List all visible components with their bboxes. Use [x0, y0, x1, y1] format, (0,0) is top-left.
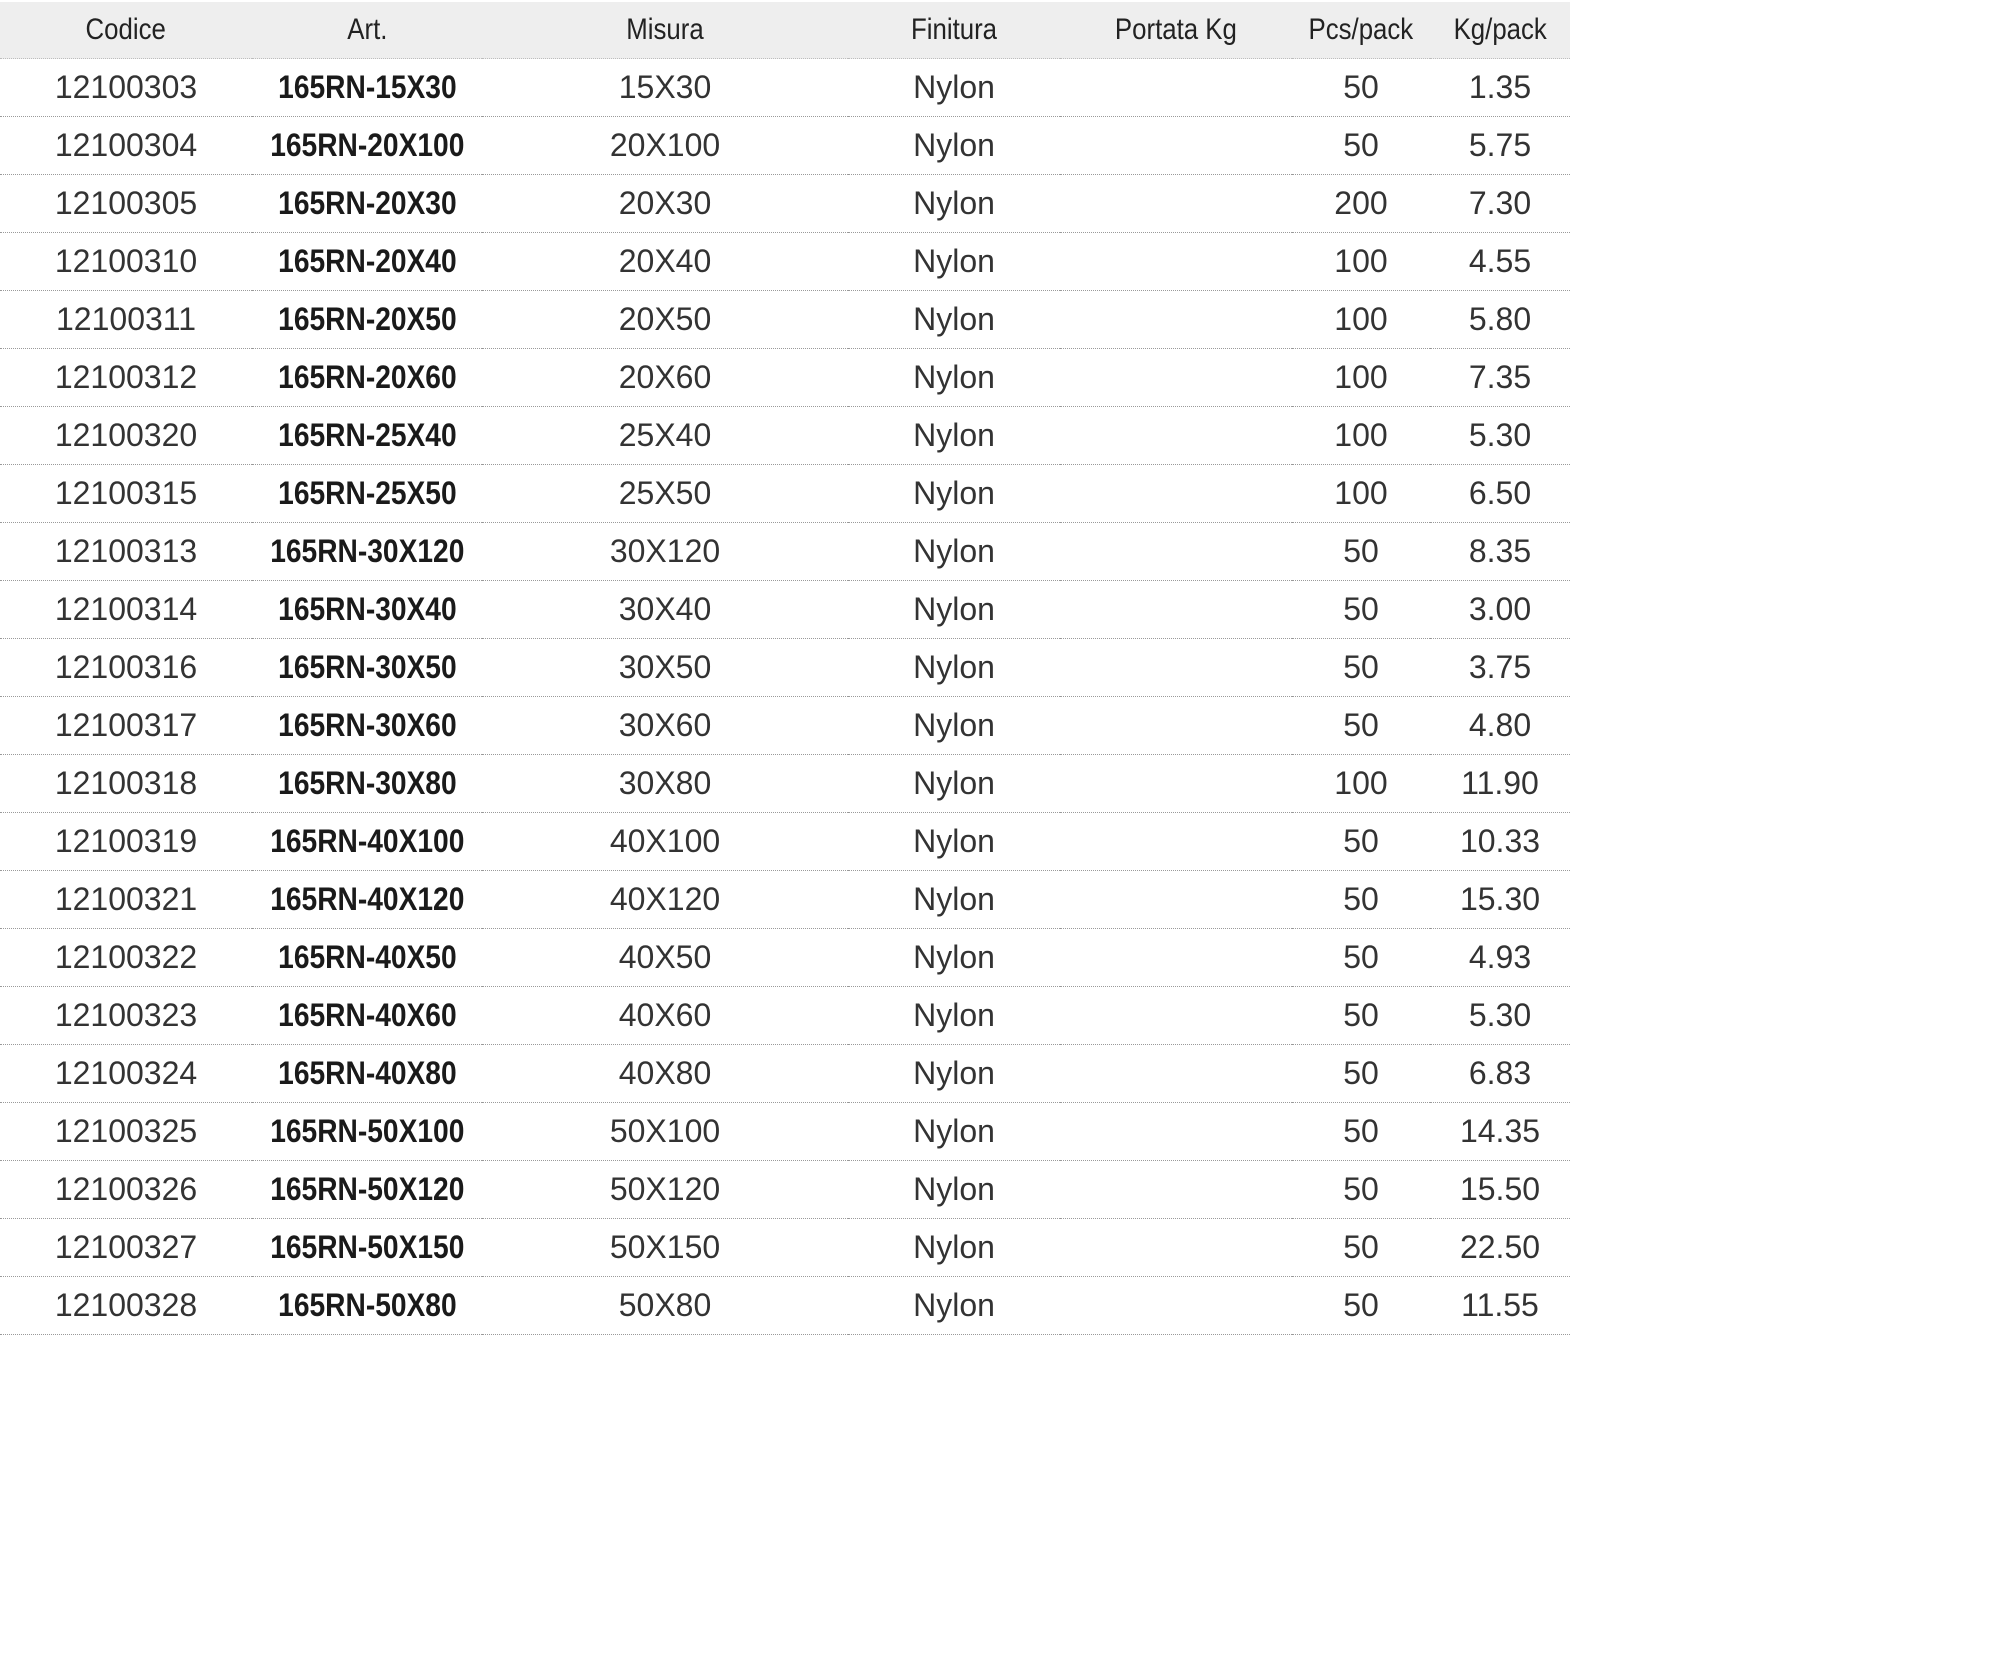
table-row: [0, 59, 1570, 117]
cell-pcs: 50: [1292, 1277, 1430, 1335]
header-codice-label: Codice: [85, 13, 167, 46]
table-body: [0, 59, 1570, 1335]
header-finitura: [848, 2, 1060, 59]
table-row: [0, 1277, 1570, 1335]
cell-codice: 12100324: [0, 1045, 252, 1103]
cell-art: [252, 233, 482, 291]
cell-codice: 12100328: [0, 1277, 252, 1335]
header-kg-label: Kg/pack: [1453, 13, 1547, 46]
cell-art-text: 165RN-20X100: [269, 127, 465, 163]
cell-art: [252, 813, 482, 871]
cell-portata: [1060, 813, 1292, 871]
cell-kg: 10.33: [1430, 813, 1570, 871]
cell-pcs: 100: [1292, 233, 1430, 291]
cell-portata: [1060, 1277, 1292, 1335]
cell-portata: [1060, 59, 1292, 117]
cell-art: [252, 871, 482, 929]
cell-pcs: 50: [1292, 987, 1430, 1045]
cell-codice: 12100326: [0, 1161, 252, 1219]
cell-finitura: Nylon: [848, 465, 1060, 523]
cell-art-text: 165RN-40X80: [277, 1055, 457, 1091]
table-row: [0, 1045, 1570, 1103]
cell-portata: [1060, 581, 1292, 639]
cell-finitura: Nylon: [848, 929, 1060, 987]
cell-art-text: 165RN-20X40: [277, 243, 457, 279]
cell-art: [252, 987, 482, 1045]
header-misura: [482, 2, 848, 59]
cell-art: [252, 697, 482, 755]
cell-misura: 50X100: [482, 1103, 848, 1161]
cell-misura: 40X100: [482, 813, 848, 871]
cell-pcs: 50: [1292, 59, 1430, 117]
cell-art-text: 165RN-30X40: [277, 591, 457, 627]
table-row: [0, 117, 1570, 175]
cell-art: [252, 349, 482, 407]
cell-finitura: Nylon: [848, 1277, 1060, 1335]
header-pcs: [1292, 2, 1430, 59]
cell-misura: 30X60: [482, 697, 848, 755]
cell-misura: 40X50: [482, 929, 848, 987]
cell-codice: 12100311: [0, 291, 252, 349]
cell-portata: [1060, 117, 1292, 175]
cell-pcs: 100: [1292, 755, 1430, 813]
header-portata-label: Portata Kg: [1115, 13, 1237, 46]
table-row: [0, 581, 1570, 639]
cell-portata: [1060, 755, 1292, 813]
cell-art-text: 165RN-20X50: [277, 301, 457, 337]
table-row: [0, 871, 1570, 929]
cell-art-text: 165RN-40X100: [269, 823, 465, 859]
cell-pcs: 50: [1292, 523, 1430, 581]
cell-portata: [1060, 233, 1292, 291]
cell-portata: [1060, 465, 1292, 523]
cell-misura: 20X60: [482, 349, 848, 407]
cell-pcs: 50: [1292, 1103, 1430, 1161]
cell-art-text: 165RN-25X50: [277, 475, 457, 511]
cell-finitura: Nylon: [848, 1045, 1060, 1103]
table-row: [0, 407, 1570, 465]
cell-codice: 12100318: [0, 755, 252, 813]
cell-misura: 20X50: [482, 291, 848, 349]
cell-finitura: Nylon: [848, 755, 1060, 813]
header-art-label: Art.: [346, 13, 388, 46]
cell-pcs: 50: [1292, 639, 1430, 697]
table-row: [0, 233, 1570, 291]
cell-kg: 5.30: [1430, 987, 1570, 1045]
cell-misura: 50X150: [482, 1219, 848, 1277]
table-row: [0, 755, 1570, 813]
cell-art-text: 165RN-30X120: [269, 533, 465, 569]
cell-pcs: 100: [1292, 349, 1430, 407]
cell-portata: [1060, 1161, 1292, 1219]
cell-codice: 12100315: [0, 465, 252, 523]
cell-finitura: Nylon: [848, 523, 1060, 581]
cell-art: [252, 755, 482, 813]
table-row: [0, 697, 1570, 755]
cell-misura: 20X30: [482, 175, 848, 233]
cell-art: [252, 1045, 482, 1103]
cell-portata: [1060, 407, 1292, 465]
cell-finitura: Nylon: [848, 581, 1060, 639]
cell-kg: 5.75: [1430, 117, 1570, 175]
cell-art: [252, 465, 482, 523]
cell-art-text: 165RN-30X80: [277, 765, 457, 801]
cell-art: [252, 581, 482, 639]
cell-kg: 6.50: [1430, 465, 1570, 523]
cell-portata: [1060, 291, 1292, 349]
table-row: [0, 291, 1570, 349]
cell-finitura: Nylon: [848, 1103, 1060, 1161]
cell-codice: 12100313: [0, 523, 252, 581]
cell-codice: 12100320: [0, 407, 252, 465]
cell-pcs: 50: [1292, 929, 1430, 987]
cell-misura: 25X50: [482, 465, 848, 523]
cell-portata: [1060, 349, 1292, 407]
cell-portata: [1060, 1103, 1292, 1161]
cell-kg: 7.35: [1430, 349, 1570, 407]
cell-finitura: Nylon: [848, 1219, 1060, 1277]
cell-misura: 30X50: [482, 639, 848, 697]
cell-art: [252, 59, 482, 117]
cell-art: [252, 929, 482, 987]
cell-kg: 3.75: [1430, 639, 1570, 697]
cell-art: [252, 175, 482, 233]
cell-misura: 50X80: [482, 1277, 848, 1335]
header-kg: [1430, 2, 1570, 59]
cell-finitura: Nylon: [848, 291, 1060, 349]
cell-finitura: Nylon: [848, 987, 1060, 1045]
cell-art: [252, 523, 482, 581]
cell-art: [252, 1277, 482, 1335]
cell-finitura: Nylon: [848, 1161, 1060, 1219]
cell-finitura: Nylon: [848, 233, 1060, 291]
cell-art-text: 165RN-50X120: [269, 1171, 465, 1207]
cell-codice: 12100314: [0, 581, 252, 639]
cell-pcs: 50: [1292, 697, 1430, 755]
cell-portata: [1060, 1219, 1292, 1277]
cell-portata: [1060, 639, 1292, 697]
cell-art-text: 165RN-20X30: [277, 185, 457, 221]
cell-finitura: Nylon: [848, 407, 1060, 465]
cell-pcs: 100: [1292, 465, 1430, 523]
cell-art: [252, 1219, 482, 1277]
cell-misura: 40X80: [482, 1045, 848, 1103]
cell-art-text: 165RN-20X60: [277, 359, 457, 395]
table-header: [0, 2, 1570, 59]
cell-portata: [1060, 697, 1292, 755]
header-misura-label: Misura: [626, 13, 704, 46]
cell-misura: 15X30: [482, 59, 848, 117]
cell-finitura: Nylon: [848, 871, 1060, 929]
cell-kg: 11.90: [1430, 755, 1570, 813]
cell-pcs: 200: [1292, 175, 1430, 233]
cell-finitura: Nylon: [848, 697, 1060, 755]
table-row: [0, 349, 1570, 407]
cell-misura: 30X40: [482, 581, 848, 639]
cell-kg: 22.50: [1430, 1219, 1570, 1277]
product-table-container: [0, 2, 1570, 1335]
cell-portata: [1060, 1045, 1292, 1103]
header-portata: [1060, 2, 1292, 59]
cell-kg: 5.30: [1430, 407, 1570, 465]
header-finitura-label: Finitura: [910, 13, 998, 46]
table-row: [0, 1103, 1570, 1161]
cell-kg: 4.55: [1430, 233, 1570, 291]
cell-kg: 6.83: [1430, 1045, 1570, 1103]
cell-art-text: 165RN-40X60: [277, 997, 457, 1033]
cell-pcs: 50: [1292, 1045, 1430, 1103]
cell-art-text: 165RN-25X40: [277, 417, 457, 453]
cell-finitura: Nylon: [848, 639, 1060, 697]
cell-kg: 1.35: [1430, 59, 1570, 117]
cell-misura: 40X120: [482, 871, 848, 929]
cell-misura: 50X120: [482, 1161, 848, 1219]
table-row: [0, 1161, 1570, 1219]
cell-codice: 12100312: [0, 349, 252, 407]
cell-finitura: Nylon: [848, 59, 1060, 117]
cell-kg: 3.00: [1430, 581, 1570, 639]
cell-codice: 12100303: [0, 59, 252, 117]
cell-kg: 4.80: [1430, 697, 1570, 755]
cell-finitura: Nylon: [848, 117, 1060, 175]
cell-codice: 12100327: [0, 1219, 252, 1277]
cell-misura: 20X40: [482, 233, 848, 291]
cell-kg: 11.55: [1430, 1277, 1570, 1335]
cell-art: [252, 291, 482, 349]
table-row: [0, 813, 1570, 871]
cell-kg: 7.30: [1430, 175, 1570, 233]
cell-pcs: 50: [1292, 117, 1430, 175]
cell-finitura: Nylon: [848, 349, 1060, 407]
cell-pcs: 50: [1292, 871, 1430, 929]
cell-pcs: 50: [1292, 581, 1430, 639]
cell-portata: [1060, 871, 1292, 929]
cell-pcs: 100: [1292, 291, 1430, 349]
cell-codice: 12100321: [0, 871, 252, 929]
cell-art: [252, 117, 482, 175]
cell-codice: 12100323: [0, 987, 252, 1045]
cell-kg: 4.93: [1430, 929, 1570, 987]
cell-portata: [1060, 523, 1292, 581]
cell-art: [252, 407, 482, 465]
cell-portata: [1060, 929, 1292, 987]
cell-art-text: 165RN-40X50: [277, 939, 457, 975]
header-codice: [0, 2, 252, 59]
cell-art-text: 165RN-40X120: [269, 881, 465, 917]
cell-misura: 20X100: [482, 117, 848, 175]
cell-finitura: Nylon: [848, 813, 1060, 871]
cell-kg: 5.80: [1430, 291, 1570, 349]
cell-kg: 15.50: [1430, 1161, 1570, 1219]
cell-misura: 30X80: [482, 755, 848, 813]
cell-codice: 12100316: [0, 639, 252, 697]
cell-art-text: 165RN-50X80: [277, 1287, 457, 1323]
table-row: [0, 1219, 1570, 1277]
cell-codice: 12100325: [0, 1103, 252, 1161]
table-row: [0, 987, 1570, 1045]
cell-art: [252, 1103, 482, 1161]
cell-kg: 15.30: [1430, 871, 1570, 929]
cell-codice: 12100319: [0, 813, 252, 871]
cell-codice: 12100310: [0, 233, 252, 291]
cell-art-text: 165RN-30X60: [277, 707, 457, 743]
cell-codice: 12100305: [0, 175, 252, 233]
table-row: [0, 523, 1570, 581]
cell-kg: 8.35: [1430, 523, 1570, 581]
cell-art: [252, 639, 482, 697]
table-row: [0, 929, 1570, 987]
cell-pcs: 100: [1292, 407, 1430, 465]
header-art: [252, 2, 482, 59]
header-row: [0, 2, 1570, 59]
cell-pcs: 50: [1292, 1161, 1430, 1219]
cell-pcs: 50: [1292, 813, 1430, 871]
table-row: [0, 175, 1570, 233]
cell-codice: 12100322: [0, 929, 252, 987]
cell-codice: 12100317: [0, 697, 252, 755]
cell-art-text: 165RN-30X50: [277, 649, 457, 685]
cell-codice: 12100304: [0, 117, 252, 175]
product-table: [0, 2, 1570, 1335]
table-row: [0, 639, 1570, 697]
table-row: [0, 465, 1570, 523]
cell-art: [252, 1161, 482, 1219]
cell-kg: 14.35: [1430, 1103, 1570, 1161]
cell-art-text: 165RN-50X100: [269, 1113, 465, 1149]
cell-portata: [1060, 987, 1292, 1045]
cell-finitura: Nylon: [848, 175, 1060, 233]
cell-pcs: 50: [1292, 1219, 1430, 1277]
cell-misura: 25X40: [482, 407, 848, 465]
cell-portata: [1060, 175, 1292, 233]
header-pcs-label: Pcs/pack: [1308, 13, 1414, 46]
cell-art-text: 165RN-15X30: [277, 69, 457, 105]
cell-misura: 40X60: [482, 987, 848, 1045]
cell-misura: 30X120: [482, 523, 848, 581]
cell-art-text: 165RN-50X150: [269, 1229, 465, 1265]
